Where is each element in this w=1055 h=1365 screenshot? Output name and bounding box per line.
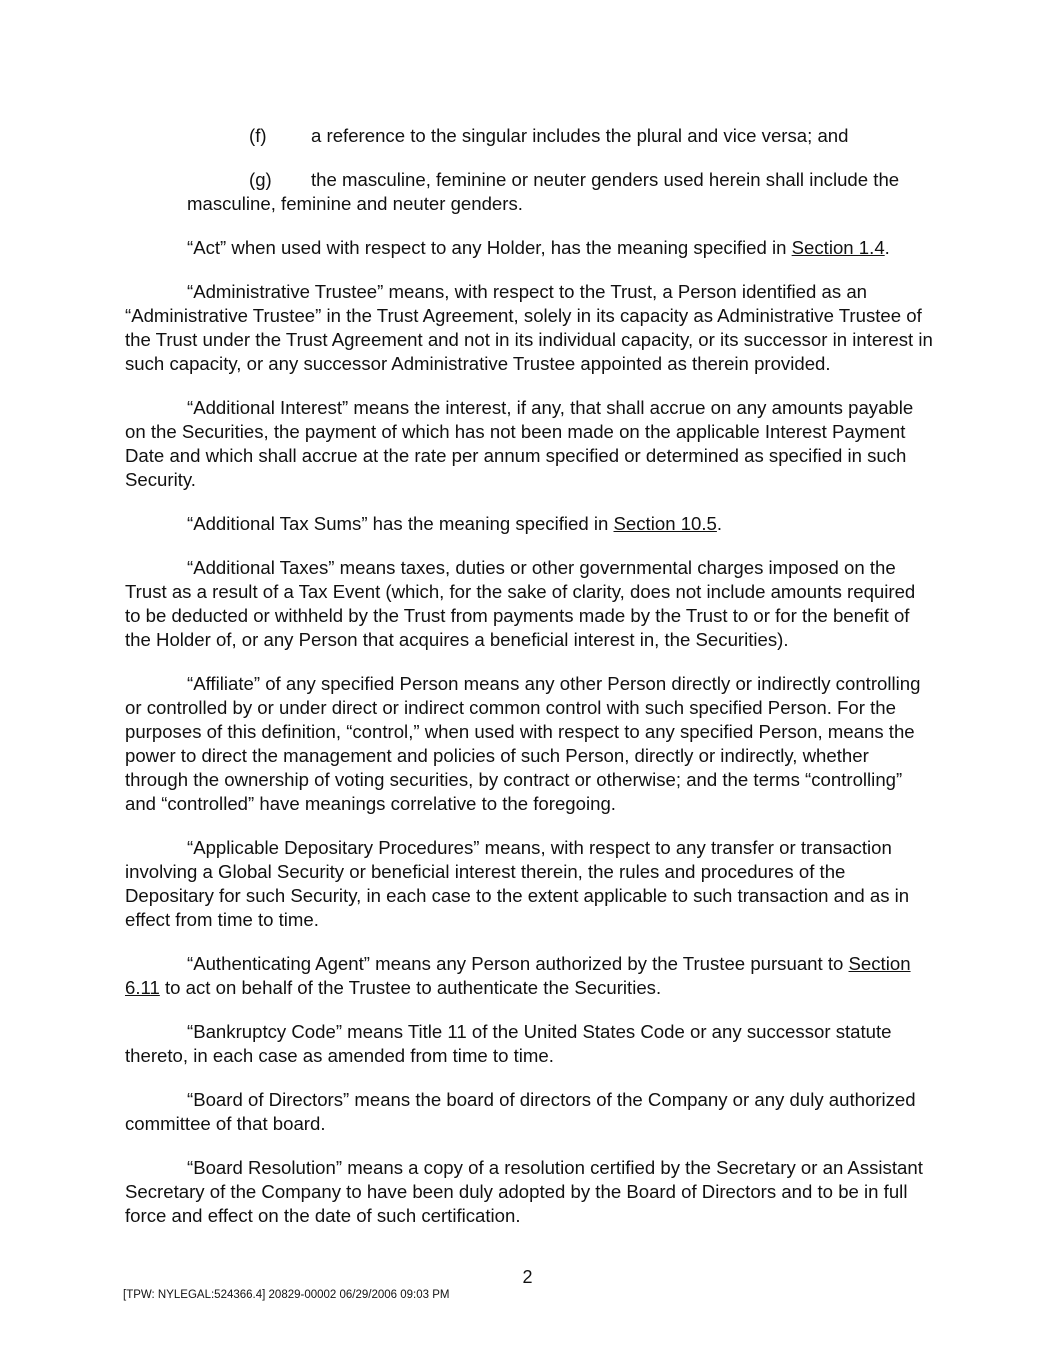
section-link[interactable]: Section 1.4: [791, 237, 885, 258]
definition-affiliate: “Affiliate” of any specified Person means any other Person directly or indirectly controlling or controlled by or under direct or indirect common control with such specified Person. For the purposes of this definition, “control,” when used with respect to any specified Person, means the power to direct the management and policies of such Person, directly or indirectly, whether through the ownership of voting securities, by contract or otherwise; and the terms “controlling” and “controlled” have meanings correlative to the foregoing.: [125, 673, 921, 814]
definition-act: [125, 236, 933, 260]
list-marker: (g): [249, 169, 272, 190]
footer-document-reference: [TPW: NYLEGAL:524366.4] 20829-00002 06/29/2006 09:03 PM: [123, 1289, 450, 1301]
definition-text: .: [716, 513, 723, 534]
section-link[interactable]: Section 6.11: [125, 953, 911, 998]
list-text: the masculine, feminine or neuter genders used herein shall include the masculine, feminine and neuter genders.: [187, 169, 900, 214]
definition-applicable-depositary-procedures: “Applicable Depositary Procedures” means, with respect to any transfer or transaction involving a Global Security or beneficial interest therein, the rules and procedures of the Depositary for such Security, in each case to the extent applicable to such transaction and as in effect from time to time.: [125, 837, 910, 930]
definition-text: “Authenticating Agent” means any Person authorized by the Trustee pursuant to: [187, 953, 849, 974]
page-number: 2: [522, 1267, 533, 1287]
page-body: [125, 124, 933, 1248]
definition-text: .: [884, 237, 890, 258]
definition-additional-interest: “Additional Interest” means the interest, if any, that shall accrue on any amounts payable on the Securities, the payment of which has not been made on the applicable Interest Payment Date and which shall accrue at the rate per annum specified or determined as specified in such Security.: [125, 397, 914, 490]
definition-additional-tax-sums: [125, 512, 933, 536]
definition-text: “Additional Tax Sums” has the meaning specified in: [187, 513, 614, 534]
definition-board-of-directors: “Board of Directors” means the board of directors of the Company or any duly authorized committee of that board.: [125, 1089, 916, 1134]
list-item-g: [125, 168, 933, 216]
definition-bankruptcy-code: “Bankruptcy Code” means Title 11 of the United States Code or any successor statute thereto, in each case as amended from time to time.: [125, 1021, 892, 1066]
definition-administrative-trustee: “Administrative Trustee” means, with respect to the Trust, a Person identified as an “Administrative Trustee” in the Trust Agreement, solely in its capacity as Administrative Trustee of the Trust under the Trust Agreement and not in its individual capacity, or its successor in interest in such capacity, or any successor Administrative Trustee appointed as therein provided.: [125, 281, 933, 374]
definition-authenticating-agent: [125, 952, 933, 1000]
definition-additional-taxes: “Additional Taxes” means taxes, duties or other governmental charges imposed on the Trust as a result of a Tax Event (which, for the sake of clarity, does not include amounts required to be deducted or withheld by the Trust from payments made by the Trust to or for the benefit of the Holder of, or any Person that acquires a beneficial interest in, the Securities).: [125, 557, 916, 650]
definition-board-resolution: “Board Resolution” means a copy of a resolution certified by the Secretary or an Assistant Secretary of the Company to have been duly adopted by the Board of Directors and to be in full force and effect on the date of such certification.: [125, 1157, 923, 1226]
definition-text: to act on behalf of the Trustee to authenticate the Securities.: [159, 977, 662, 998]
list-item-f: [125, 124, 933, 148]
list-marker: (f): [249, 125, 267, 146]
list-text: a reference to the singular includes the plural and vice versa; and: [311, 125, 849, 146]
section-link[interactable]: Section 10.5: [613, 513, 717, 534]
definition-text: “Act” when used with respect to any Holder, has the meaning specified in: [187, 237, 792, 258]
